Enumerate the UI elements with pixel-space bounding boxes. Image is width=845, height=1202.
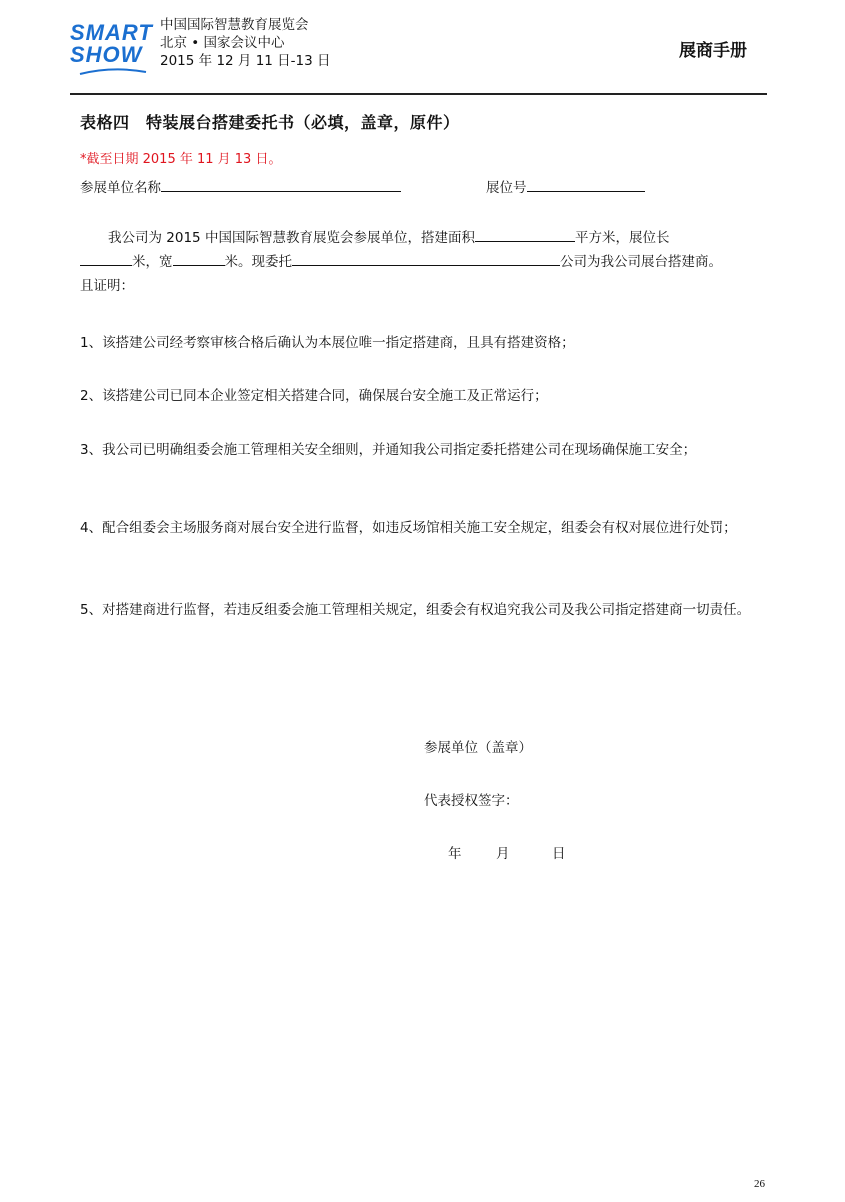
booth-number-blank[interactable]: [527, 177, 645, 192]
logo-text-top: SMART: [70, 20, 153, 45]
entrust-paragraph: [80, 226, 770, 298]
length-blank[interactable]: [80, 251, 132, 266]
clause-3: 3、我公司已明确组委会施工管理相关安全细则，并通知我公司指定委托搭建公司在现场确保施工安全；: [80, 442, 697, 458]
event-info: [160, 16, 331, 70]
booth-number-label: 展位号: [486, 180, 527, 196]
logo-text-bottom: SHOW: [70, 42, 143, 67]
deadline-note: *截至日期 2015 年 11 月 13 日。: [80, 152, 282, 167]
logo-swoosh-icon: [78, 68, 148, 76]
p1-text-a: 我公司为 2015 中国国际智慧教育展览会参展单位，搭建面积: [108, 230, 475, 246]
booth-number-field: [486, 176, 645, 196]
page-number: 26: [754, 1178, 765, 1190]
manual-title: 展商手册: [679, 41, 747, 61]
clause-2: 2、该搭建公司已同本企业签定相关搭建合同，确保展台安全施工及正常运行；: [80, 388, 548, 404]
day-label: 日: [552, 846, 566, 862]
event-dates: 2015 年 12 月 11 日-13 日: [160, 53, 331, 69]
contractor-blank[interactable]: [292, 251, 560, 266]
month-label: 月: [496, 846, 510, 862]
smartshow-logo: [70, 20, 153, 74]
company-name-field: [80, 176, 401, 196]
clause-5: 5、对搭建商进行监督，若违反组委会施工管理相关规定，组委会有权追究我公司及我公司指定搭建商一切责任。: [80, 602, 751, 618]
p1-text-e: 公司为我公司展台搭建商。: [560, 254, 722, 270]
company-name-label: 参展单位名称: [80, 180, 161, 196]
p1-text-b: 平方米，展位长: [574, 230, 670, 246]
date-row: [448, 842, 566, 862]
event-name: 中国国际智慧教育展览会: [160, 17, 309, 33]
p1-text-d: 米。现委托: [224, 254, 292, 270]
clause-1: 1、该搭建公司经考察审核合格后确认为本展位唯一指定搭建商，且具有搭建资格；: [80, 335, 575, 351]
p1-text-c: 米，宽: [132, 254, 173, 270]
company-name-blank[interactable]: [161, 177, 401, 192]
year-label: 年: [448, 846, 462, 862]
width-blank[interactable]: [173, 251, 225, 266]
clause-4: 4、配合组委会主场服务商对展台安全进行监督，如违反场馆相关施工安全规定，组委会有权对展位进行处罚；: [80, 520, 737, 536]
event-venue: 北京 • 国家会议中心: [160, 35, 285, 51]
representative-signature-label: 代表授权签字：: [424, 793, 519, 809]
form-title: 表格四 特装展台搭建委托书（必填，盖章，原件）: [80, 113, 460, 132]
header-divider: [70, 93, 767, 95]
area-blank[interactable]: [475, 227, 575, 242]
seal-label: 参展单位（盖章）: [424, 740, 532, 756]
p1-text-f: 且证明：: [80, 278, 134, 294]
